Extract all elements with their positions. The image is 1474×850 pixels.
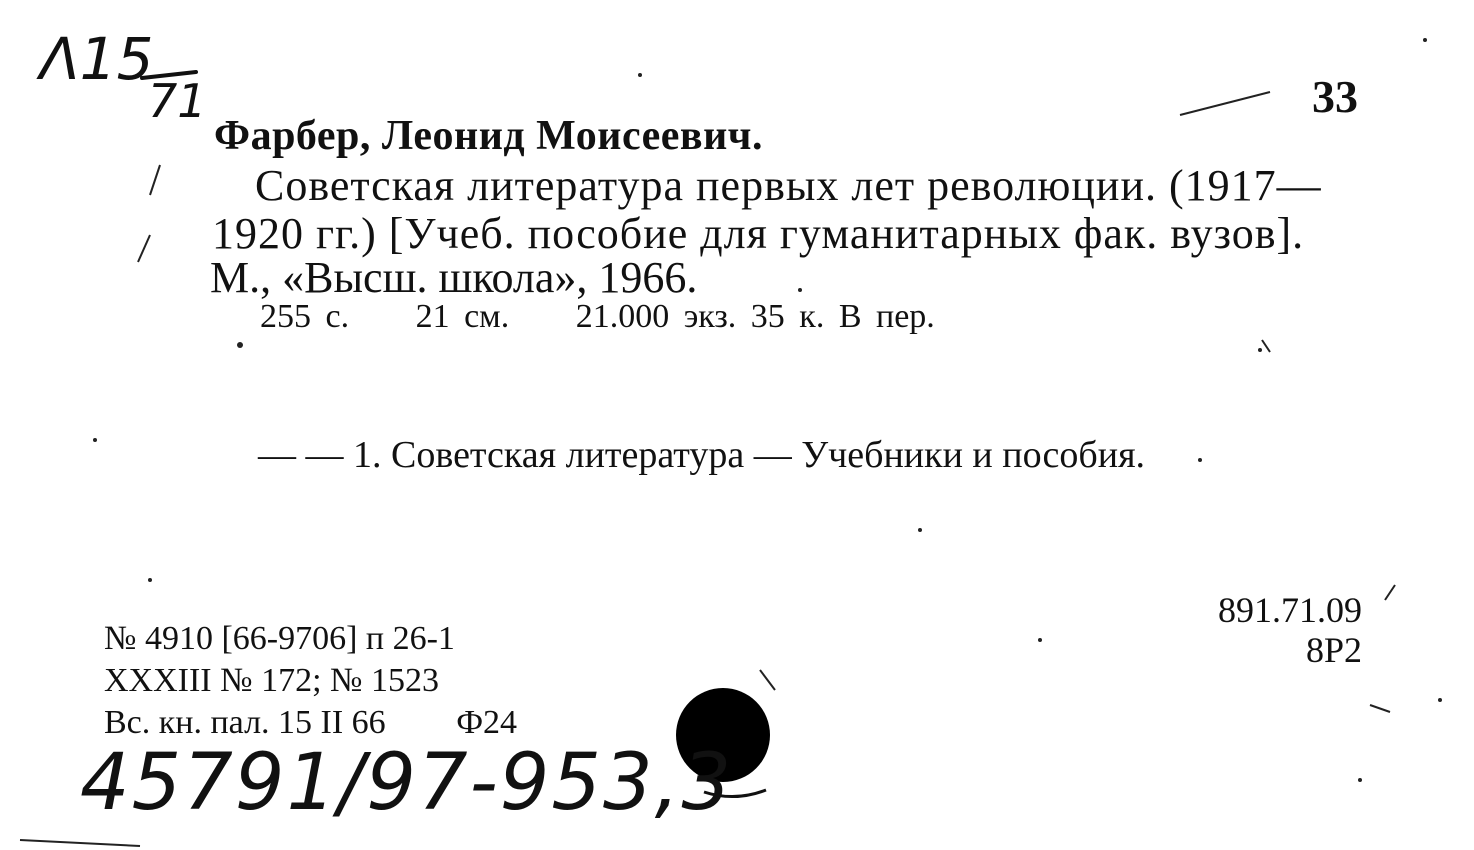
shelf-mark-line2: 71 xyxy=(148,74,207,128)
udc-code: 891.71.09 xyxy=(1218,590,1362,630)
bbk-code: 8Р2 xyxy=(1305,630,1362,670)
title-line-2: 1920 гг.) [Учеб. пособие для гуманитарных фак. вузов]. xyxy=(212,209,1305,258)
format-code: Ф24 xyxy=(456,704,518,741)
chamber-date: Вс. кн. пал. 15 II 66 xyxy=(104,704,386,741)
card-number: 33 xyxy=(1312,71,1358,122)
subject-tracing: — — 1. Советская литература — Учебники и пособия. xyxy=(258,434,1146,476)
book-size: 21 см. xyxy=(415,298,510,335)
registration-line-1: № 4910 [66-9706] п 26-1 xyxy=(104,620,455,657)
title-line-1: Советская литература первых лет революции. (1917— xyxy=(255,161,1322,210)
imprint-line: М., «Высш. школа», 1966. xyxy=(210,253,698,302)
author-heading: Фарбер, Леонид Моисеевич. xyxy=(214,113,763,159)
registration-line-2: XXXIII № 172; № 1523 xyxy=(104,662,439,699)
handwritten-inventory-number: 45791/97-953,3 xyxy=(80,738,734,828)
page-count: 255 с. xyxy=(260,298,350,335)
print-run-price: 21.000 экз. 35 к. В пер. xyxy=(575,298,935,335)
shelf-mark-line1: Λ15 xyxy=(40,25,154,93)
